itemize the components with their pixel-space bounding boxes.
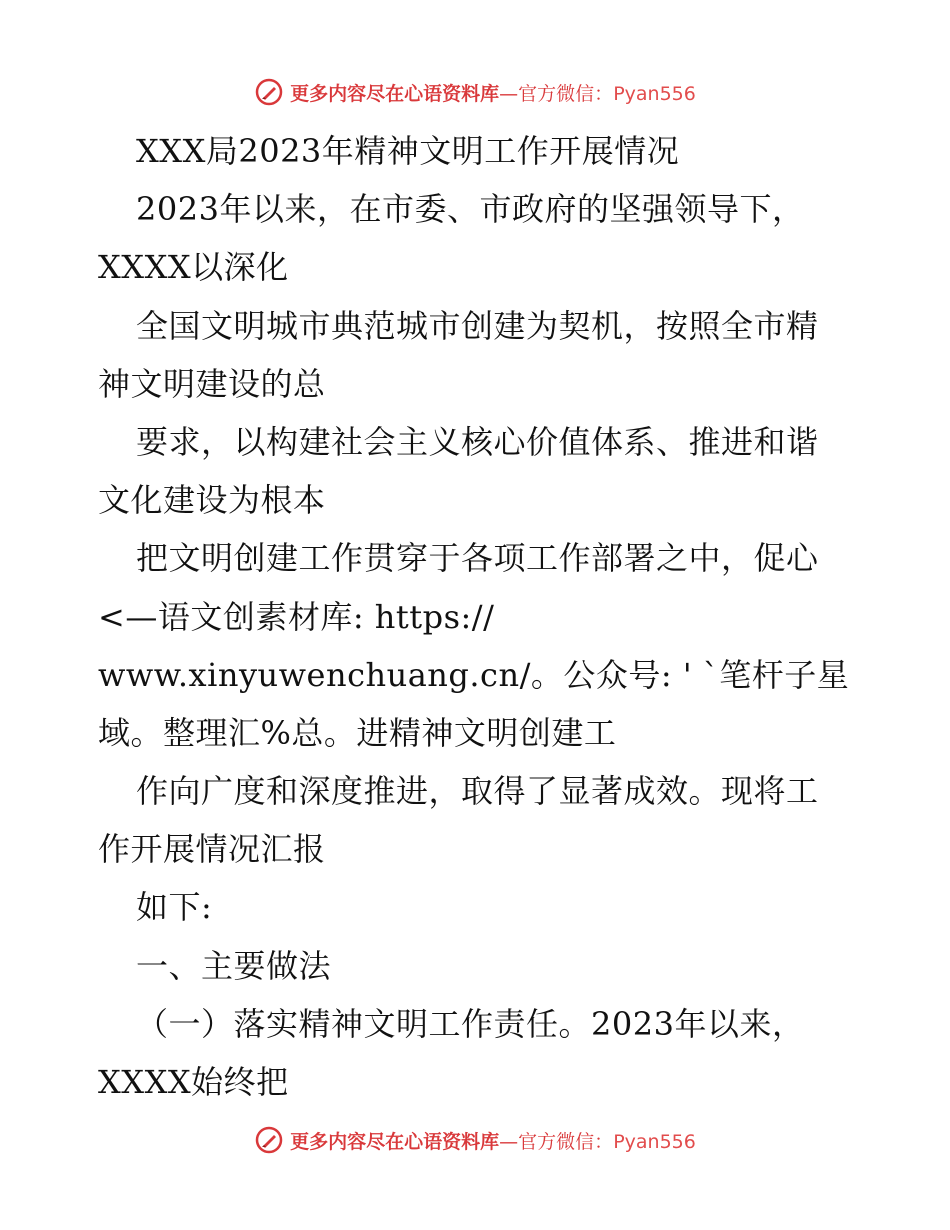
paragraph-line: 作向广度和深度推进，取得了显著成效。现将工 (136, 772, 819, 811)
document-body (98, 122, 858, 1111)
section-heading: 一、主要做法 (136, 946, 332, 985)
header-banner-text (290, 79, 696, 106)
paragraph-line: XXXX以深化 (98, 248, 289, 287)
paragraph-line: 作开展情况汇报 (98, 830, 326, 869)
footer-banner-text (290, 1127, 696, 1154)
footer-banner-wechat-id: Pyan556 (613, 1130, 696, 1153)
header-watermark-banner (0, 72, 950, 112)
document-title: XXX局2023年精神文明工作开展情况 (136, 132, 680, 170)
footer-banner-label: —官方微信： (499, 1130, 614, 1153)
paragraph-line: XXXX始终把 (98, 1063, 289, 1101)
header-banner-label: —官方微信： (499, 82, 614, 105)
subsection-heading: （一）落实精神文明工作责任。2023年以来， (136, 1004, 805, 1043)
paragraph-line: <—语文创素材库: https:// (98, 597, 495, 636)
pen-logo-icon (254, 1125, 284, 1155)
paragraph-line: 把文明创建工作贯穿于各项工作部署之中，促心 (136, 539, 819, 578)
header-banner-title: 更多内容尽在心语资料库 (290, 82, 500, 105)
paragraph-line: 神文明建设的总 (98, 364, 326, 403)
paragraph-line: 2023年以来，在市委、市政府的坚强领导下， (136, 190, 805, 229)
paragraph-line: 如下: (136, 888, 213, 927)
header-banner-wechat-id: Pyan556 (613, 82, 696, 105)
footer-watermark-banner (0, 1120, 950, 1160)
paragraph-line: www.xinyuwenchuang.cn/。公众号: ' `笔杆子星 (98, 655, 850, 694)
pen-logo-icon (254, 77, 284, 107)
paragraph-line: 要求，以构建社会主义核心价值体系、推进和谐 (136, 422, 819, 461)
footer-banner-title: 更多内容尽在心语资料库 (290, 1130, 500, 1153)
paragraph-line: 文化建设为根本 (98, 481, 326, 520)
paragraph-line: 域。整理汇%总。进精神文明创建工 (98, 713, 617, 752)
paragraph-line: 全国文明城市典范城市创建为契机，按照全市精 (136, 306, 819, 345)
